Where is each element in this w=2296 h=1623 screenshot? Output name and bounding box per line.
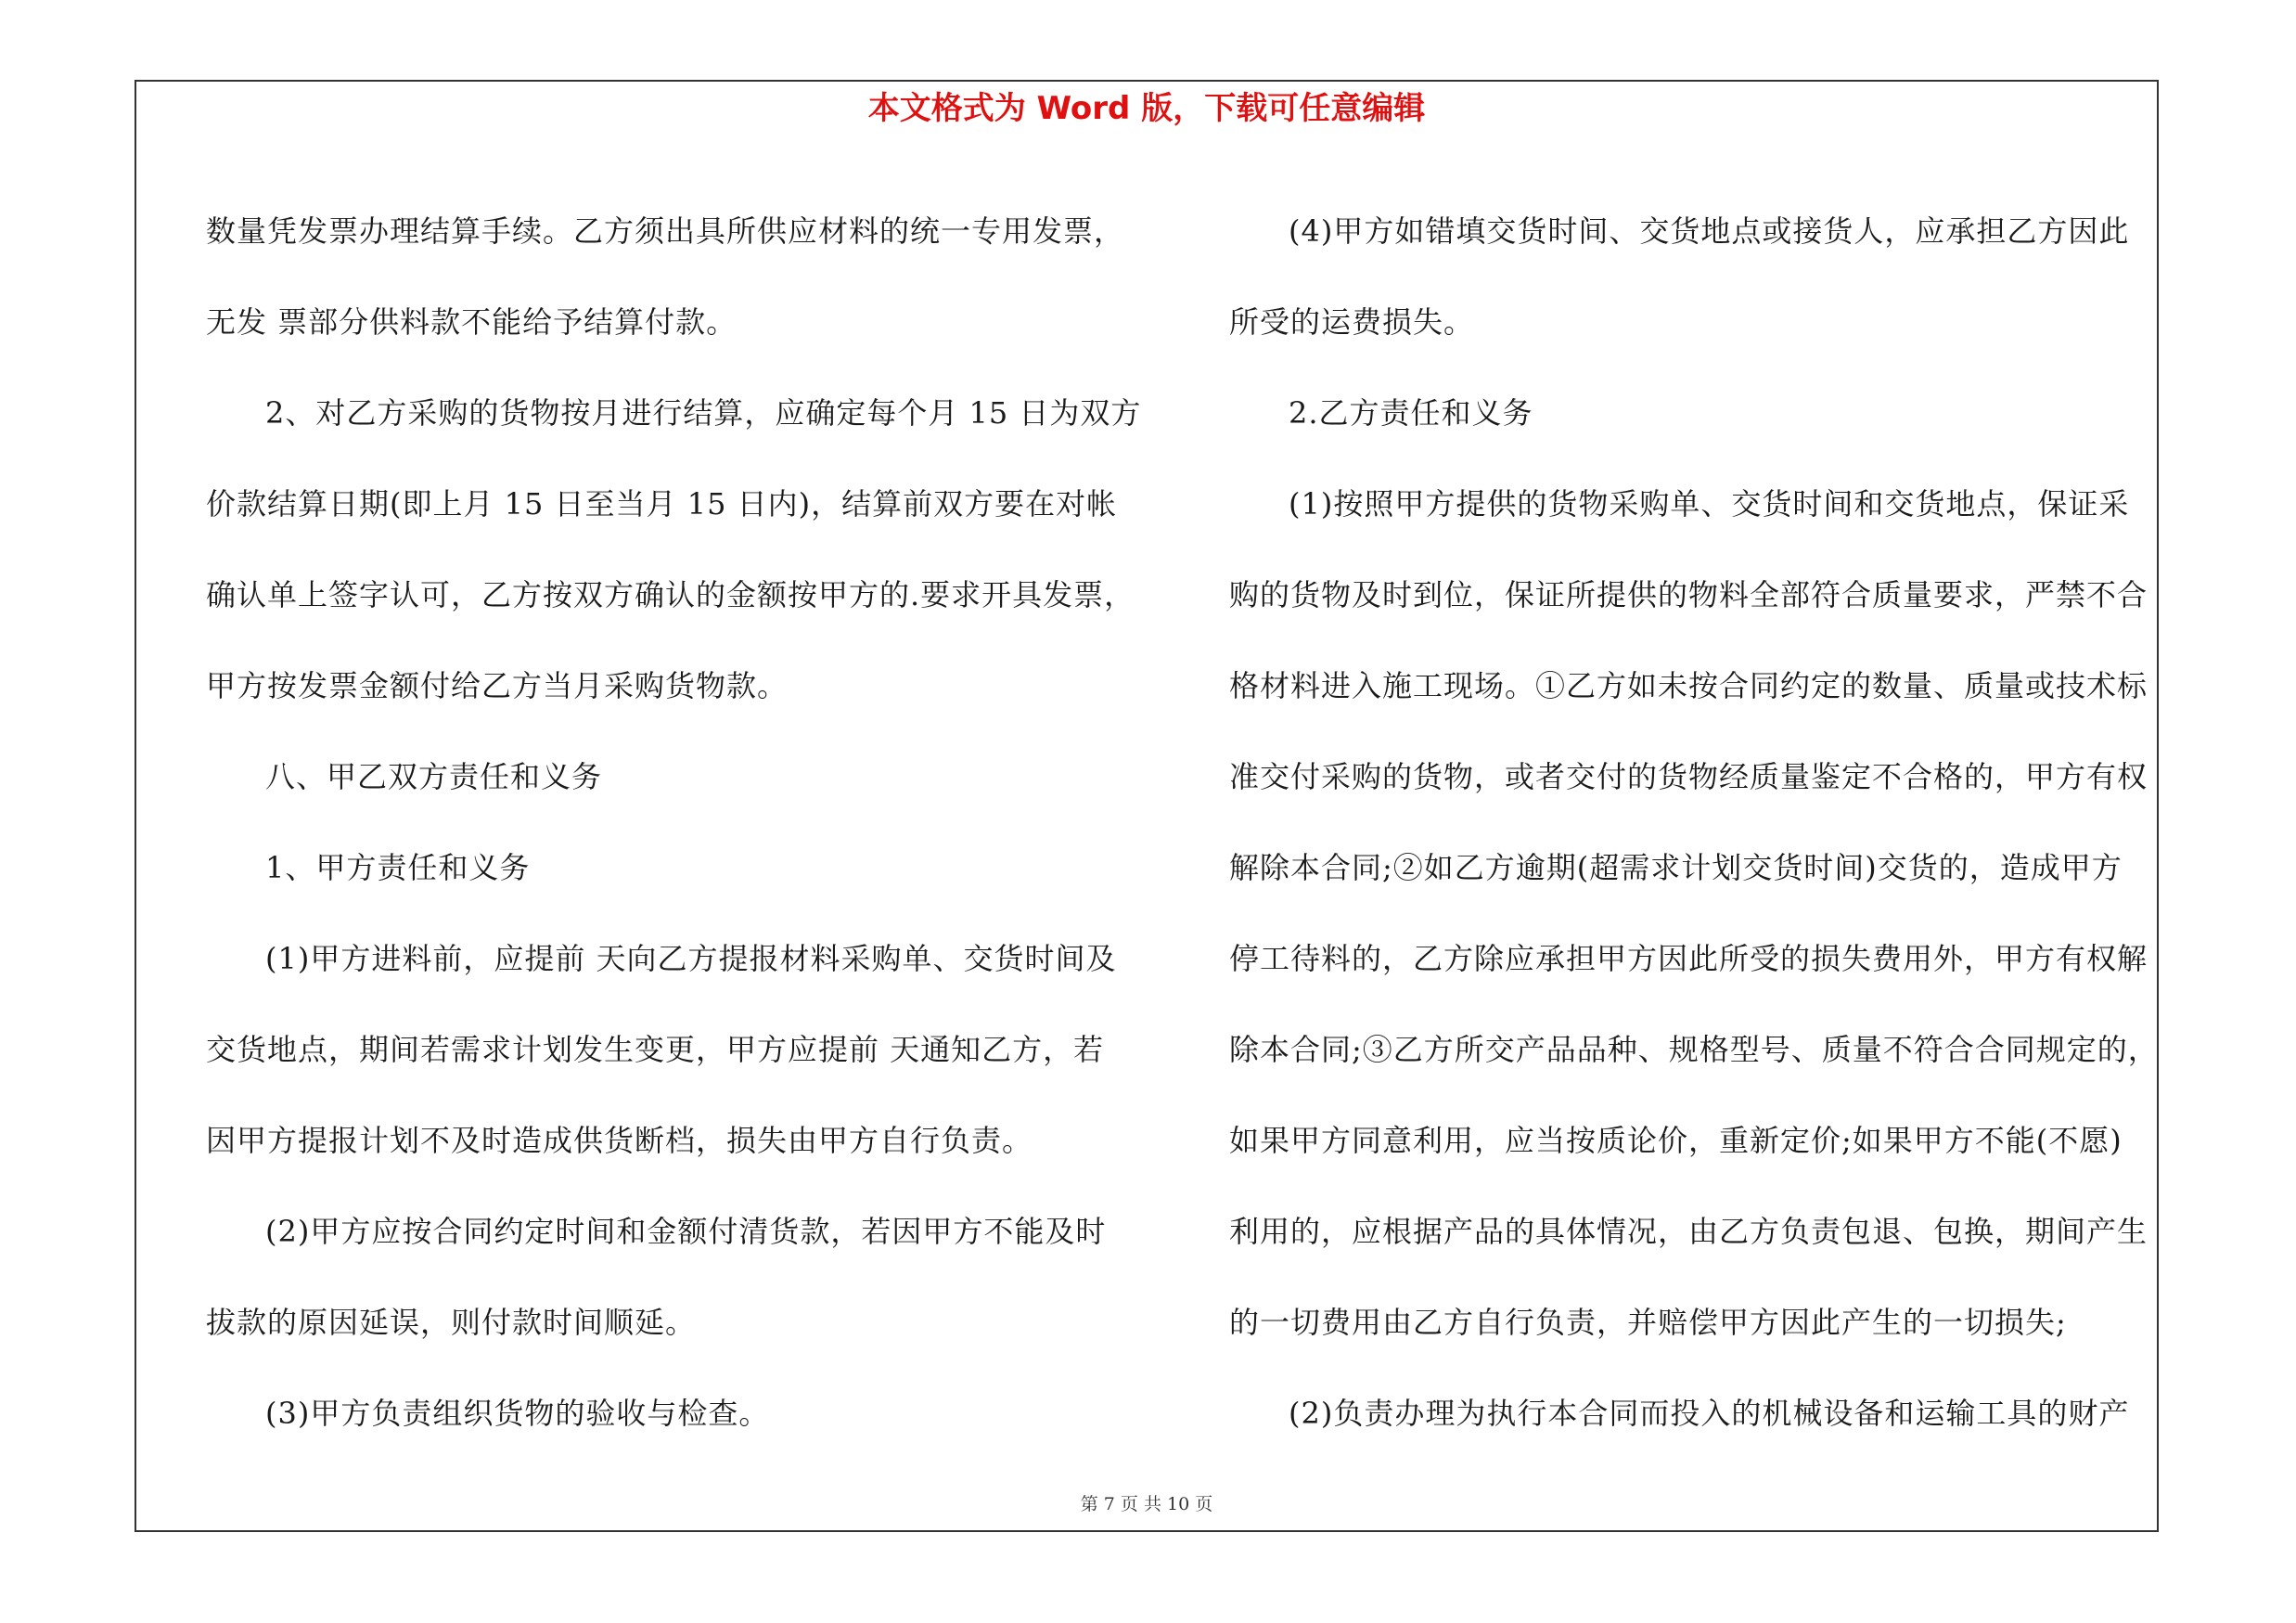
text-line: (3)甲方负责组织货物的验收与检查。 (265, 1396, 770, 1431)
text-line: 拔款的原因延误，则付款时间顺延。 (206, 1305, 697, 1340)
text-line: (2)负责办理为执行本合同而投入的机械设备和运输工具的财产 (1289, 1396, 2130, 1431)
text-line: (1)甲方进料前，应提前 天向乙方提报材料采购单、交货时间及 (265, 941, 1117, 976)
text-line: 停工待料的，乙方除应承担甲方因此所受的损失费用外，甲方有权解 (1229, 941, 2148, 976)
text-line: 交货地点，期间若需求计划发生变更，甲方应提前 天通知乙方，若 (206, 1032, 1105, 1067)
text-line: 除本合同;③乙方所交产品品种、规格型号、质量不符合合同规定的， (1229, 1032, 2159, 1067)
text-line: 如果甲方同意利用，应当按质论价，重新定价;如果甲方不能(不愿) (1229, 1123, 2123, 1158)
text-line: 准交付采购的货物，或者交付的货物经质量鉴定不合格的，甲方有权 (1229, 759, 2148, 794)
format-notice-banner: 本文格式为 Word 版，下载可任意编辑 (867, 90, 1426, 127)
text-line: 因甲方提报计划不及时造成供货断档，损失由甲方自行负责。 (206, 1123, 1033, 1158)
text-line: 购的货物及时到位，保证所提供的物料全部符合质量要求，严禁不合 (1229, 577, 2148, 612)
text-line: 无发 票部分供料款不能给予结算付款。 (206, 304, 738, 340)
right-text-column (1229, 186, 2171, 1459)
text-line: 2.乙方责任和义务 (1289, 395, 1533, 431)
text-line: 甲方按发票金额付给乙方当月采购货物款。 (206, 668, 789, 703)
text-line: 的一切费用由乙方自行负责，并赔偿甲方因此产生的一切损失; (1229, 1305, 2067, 1340)
text-line: 利用的，应根据产品的具体情况，由乙方负责包退、包换，期间产生 (1229, 1214, 2148, 1249)
text-line: 价款结算日期(即上月 15 日至当月 15 日内)，结算前双方要在对帐 (206, 486, 1118, 522)
text-line: 2、对乙方采购的货物按月进行结算，应确定每个月 15 日为双方 (265, 395, 1142, 431)
text-line: (1)按照甲方提供的货物采购单、交货时间和交货地点，保证采 (1289, 486, 2130, 522)
text-line: (4)甲方如错填交货时间、交货地点或接货人，应承担乙方因此 (1289, 213, 2130, 249)
text-line: 解除本合同;②如乙方逾期(超需求计划交货时间)交货的，造成甲方 (1229, 850, 2123, 885)
text-line: 确认单上签字认可，乙方按双方确认的金额按甲方的.要求开具发票， (206, 577, 1135, 612)
text-line: 1、甲方责任和义务 (265, 850, 531, 885)
page-number-footer: 第 7 页 共 10 页 (1080, 1494, 1213, 1514)
text-line: 格材料进入施工现场。①乙方如未按合同约定的数量、质量或技术标 (1229, 668, 2148, 703)
text-line: 数量凭发票办理结算手续。乙方须出具所供应材料的统一专用发票， (206, 213, 1125, 249)
left-text-column (206, 186, 1145, 1459)
text-line: 八、甲乙双方责任和义务 (265, 759, 603, 794)
text-line: 所受的运费损失。 (1229, 304, 1475, 340)
text-line: (2)甲方应按合同约定时间和金额付清货款，若因甲方不能及时 (265, 1214, 1107, 1249)
